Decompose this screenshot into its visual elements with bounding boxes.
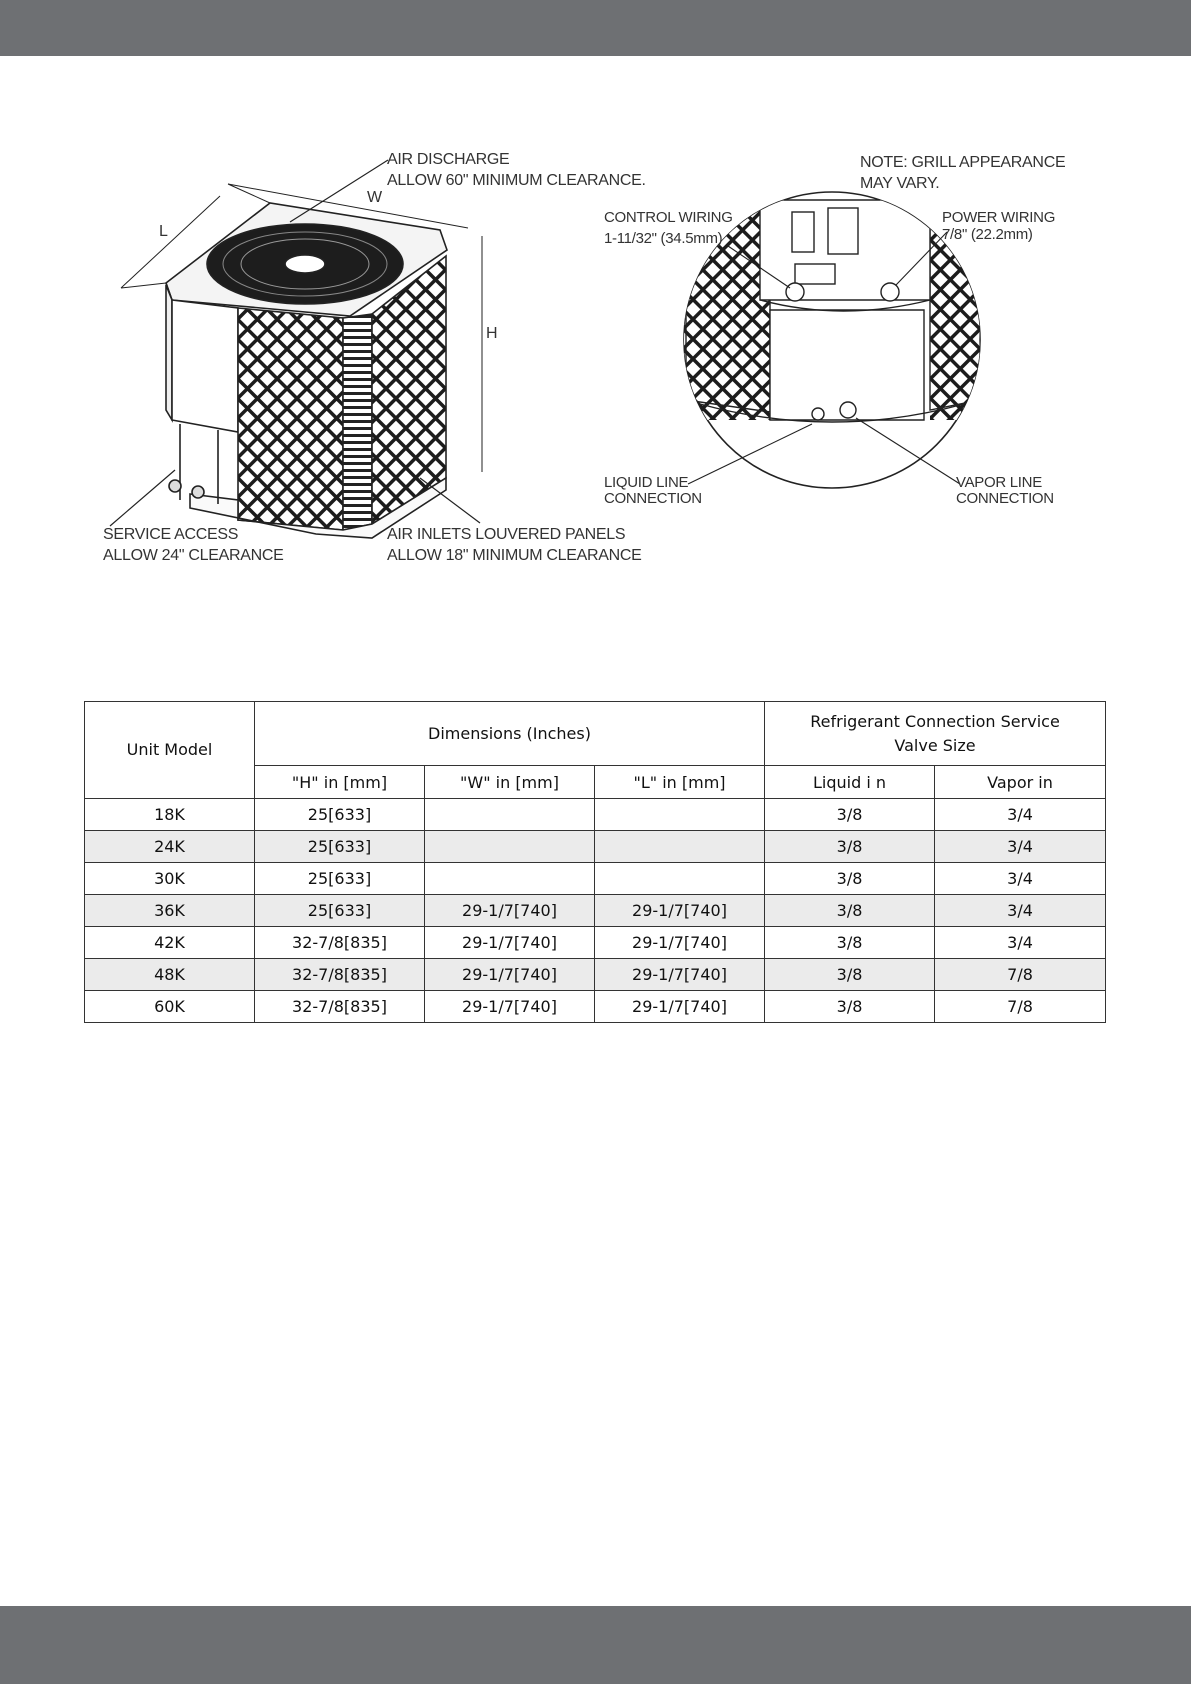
cell-height: 25[633] [255,895,425,927]
cell-model: 30K [85,863,255,895]
cell-vapor: 7/8 [935,991,1106,1023]
cell-liquid: 3/8 [765,895,935,927]
cell-width: 29-1/7[740] [425,959,595,991]
cell-liquid: 3/8 [765,959,935,991]
cell-width [425,799,595,831]
cell-length [595,863,765,895]
cell-height: 32-7/8[835] [255,927,425,959]
air-inlets-clearance-label: ALLOW 18" MINIMUM CLEARANCE [387,547,642,564]
cell-width: 29-1/7[740] [425,927,595,959]
cell-liquid: 3/8 [765,927,935,959]
cell-model: 36K [85,895,255,927]
cell-height: 32-7/8[835] [255,959,425,991]
liquid-connection-label: CONNECTION [604,490,702,507]
col-liquid-header: Liquid i n [765,766,935,799]
grill-note-line1: NOTE: GRILL APPEARANCE [860,154,1066,171]
cell-width [425,831,595,863]
table-row [85,959,1106,991]
dimension-h-label: H [486,325,498,342]
vapor-line-label: VAPOR LINE [956,474,1042,491]
specifications-table [84,701,1106,1023]
cell-length [595,799,765,831]
control-wiring-size-label: 1-11/32" (34.5mm) [604,230,723,247]
footer-band [0,1606,1191,1684]
col-height-header: "H" in [mm] [255,766,425,799]
table-row [85,863,1106,895]
power-wiring-size-label: 7/8" (22.2mm) [942,226,1033,243]
service-access-clearance-label: ALLOW 24" CLEARANCE [103,547,284,564]
air-discharge-label: AIR DISCHARGE [387,151,510,168]
cell-model: 18K [85,799,255,831]
cell-liquid: 3/8 [765,863,935,895]
cell-width: 29-1/7[740] [425,991,595,1023]
cell-vapor: 3/4 [935,799,1106,831]
condenser-unit-drawing [110,160,482,538]
refrigerant-header-line2: Valve Size [894,735,976,755]
cell-width: 29-1/7[740] [425,895,595,927]
dimensions-header: Dimensions (Inches) [255,702,765,766]
cell-liquid: 3/8 [765,991,935,1023]
grill-note-line2: MAY VARY. [860,175,940,192]
air-discharge-clearance-label: ALLOW 60" MINIMUM CLEARANCE. [387,172,646,189]
air-inlets-label: AIR INLETS LOUVERED PANELS [387,526,626,543]
cell-vapor: 3/4 [935,895,1106,927]
refrigerant-header-line1: Refrigerant Connection Service [810,711,1060,731]
control-wiring-label: CONTROL WIRING [604,209,733,226]
cell-height: 32-7/8[835] [255,991,425,1023]
table-row [85,895,1106,927]
table-row [85,799,1106,831]
cell-model: 60K [85,991,255,1023]
cell-width [425,863,595,895]
unit-diagram [95,140,1075,580]
cell-length: 29-1/7[740] [595,991,765,1023]
unit-model-header: Unit Model [85,702,255,799]
cell-length: 29-1/7[740] [595,959,765,991]
col-length-header: "L" in [mm] [595,766,765,799]
cell-vapor: 3/4 [935,927,1106,959]
table-row [85,927,1106,959]
refrigerant-header [765,702,1106,766]
dimension-l-label: L [159,223,168,240]
cell-vapor: 3/4 [935,863,1106,895]
cell-length: 29-1/7[740] [595,895,765,927]
service-access-label: SERVICE ACCESS [103,526,239,543]
cell-length: 29-1/7[740] [595,927,765,959]
dimension-w-label: W [367,189,382,206]
cell-vapor: 3/4 [935,831,1106,863]
header-band [0,0,1191,56]
liquid-line-label: LIQUID LINE [604,474,689,491]
cell-vapor: 7/8 [935,959,1106,991]
cell-length [595,831,765,863]
table-row [85,831,1106,863]
cell-height: 25[633] [255,799,425,831]
cell-liquid: 3/8 [765,799,935,831]
cell-liquid: 3/8 [765,831,935,863]
col-vapor-header: Vapor in [935,766,1106,799]
col-width-header: "W" in [mm] [425,766,595,799]
cell-height: 25[633] [255,831,425,863]
cell-model: 48K [85,959,255,991]
table-row [85,991,1106,1023]
cell-model: 24K [85,831,255,863]
power-wiring-label: POWER WIRING [942,209,1056,226]
vapor-connection-label: CONNECTION [956,490,1054,507]
cell-model: 42K [85,927,255,959]
cell-height: 25[633] [255,863,425,895]
